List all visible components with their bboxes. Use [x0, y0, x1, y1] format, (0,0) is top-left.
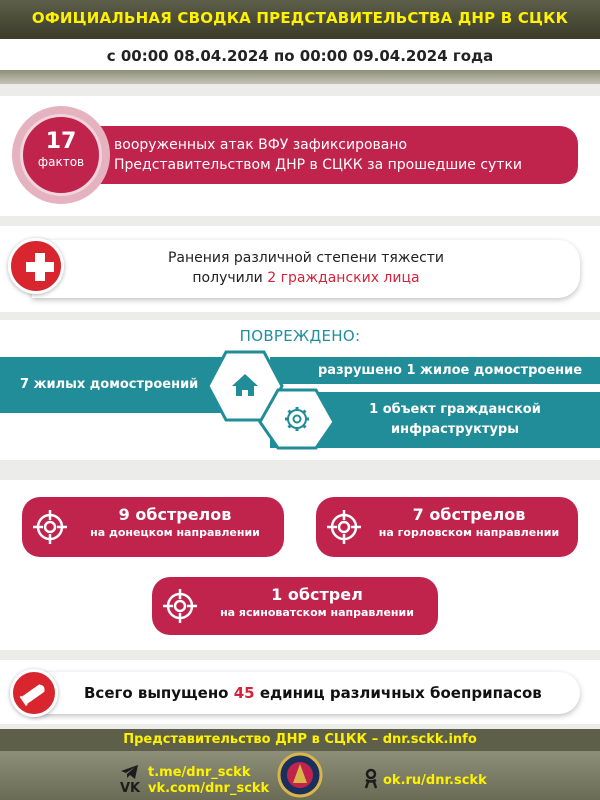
shelling-count: 1 обстрел	[271, 585, 363, 604]
shelling-donetsk	[22, 497, 284, 557]
shelling-direction: на донецком направлении	[90, 526, 260, 539]
injured-line-2	[32, 268, 580, 288]
vk-icon: VK	[120, 781, 141, 796]
ammo-total	[32, 672, 580, 714]
injured-count: 2 гражданских лица	[267, 270, 420, 286]
target-icon	[32, 509, 68, 545]
odnoklassniki-icon	[364, 768, 378, 790]
damaged-title: ПОВРЕЖДЕНО:	[239, 327, 361, 345]
attacks-line-1: вооруженных атак ВФУ зафиксировано	[114, 137, 408, 153]
attacks-line-2: Представительством ДНР в СЦКК за прошедшие сутки	[114, 157, 523, 173]
shelling-direction: на горловском направлении	[378, 526, 560, 539]
header-band	[0, 70, 600, 84]
header-title: ОФИЦИАЛЬНАЯ СВОДКА ПРЕДСТАВИТЕЛЬСТВА ДНР В СЦКК	[0, 0, 600, 36]
infra-line-2: инфраструктуры	[391, 422, 519, 437]
target-icon	[162, 588, 198, 624]
emblem-icon	[277, 752, 323, 798]
ok-link[interactable]: ok.ru/dnr.sckk	[383, 773, 487, 788]
ammo-count: 45	[233, 684, 255, 702]
ammo-suffix: единиц различных боеприпасов	[254, 684, 542, 702]
attacks-unit: фактов	[37, 155, 85, 169]
attacks-description	[84, 126, 578, 184]
ammo-prefix: Всего выпущено	[84, 684, 234, 702]
destroyed-houses: разрушено 1 жилое домостроение	[270, 357, 600, 384]
bullet-icon	[10, 669, 58, 717]
infra-line-1: 1 объект гражданской	[369, 402, 541, 417]
telegram-link[interactable]: t.me/dnr_sckk	[148, 765, 251, 780]
injured-info	[32, 240, 580, 298]
shelling-gorlovka	[316, 497, 578, 557]
shelling-count: 7 обстрелов	[412, 505, 526, 524]
injured-prefix: получили	[192, 270, 268, 286]
injured-line-1: Ранения различной степени тяжести	[167, 250, 445, 266]
shelling-yasinovataya	[152, 577, 438, 635]
shelling-count: 9 обстрелов	[118, 505, 232, 524]
target-icon	[326, 509, 362, 545]
footer-strip: Представительство ДНР в СЦКК – dnr.sckk.info	[0, 729, 600, 751]
hex-icons	[196, 346, 346, 450]
vk-link[interactable]: vk.com/dnr_sckk	[148, 781, 270, 796]
telegram-icon	[120, 764, 140, 780]
attacks-count: 17	[45, 129, 77, 154]
report-period: с 00:00 08.04.2024 по 00:00 09.04.2024 года	[0, 36, 600, 70]
medical-cross-icon	[8, 238, 64, 294]
damaged-houses: 7 жилых домостроений	[0, 357, 250, 413]
shelling-direction: на ясиноватском направлении	[220, 606, 414, 619]
attacks-counter	[20, 114, 102, 196]
